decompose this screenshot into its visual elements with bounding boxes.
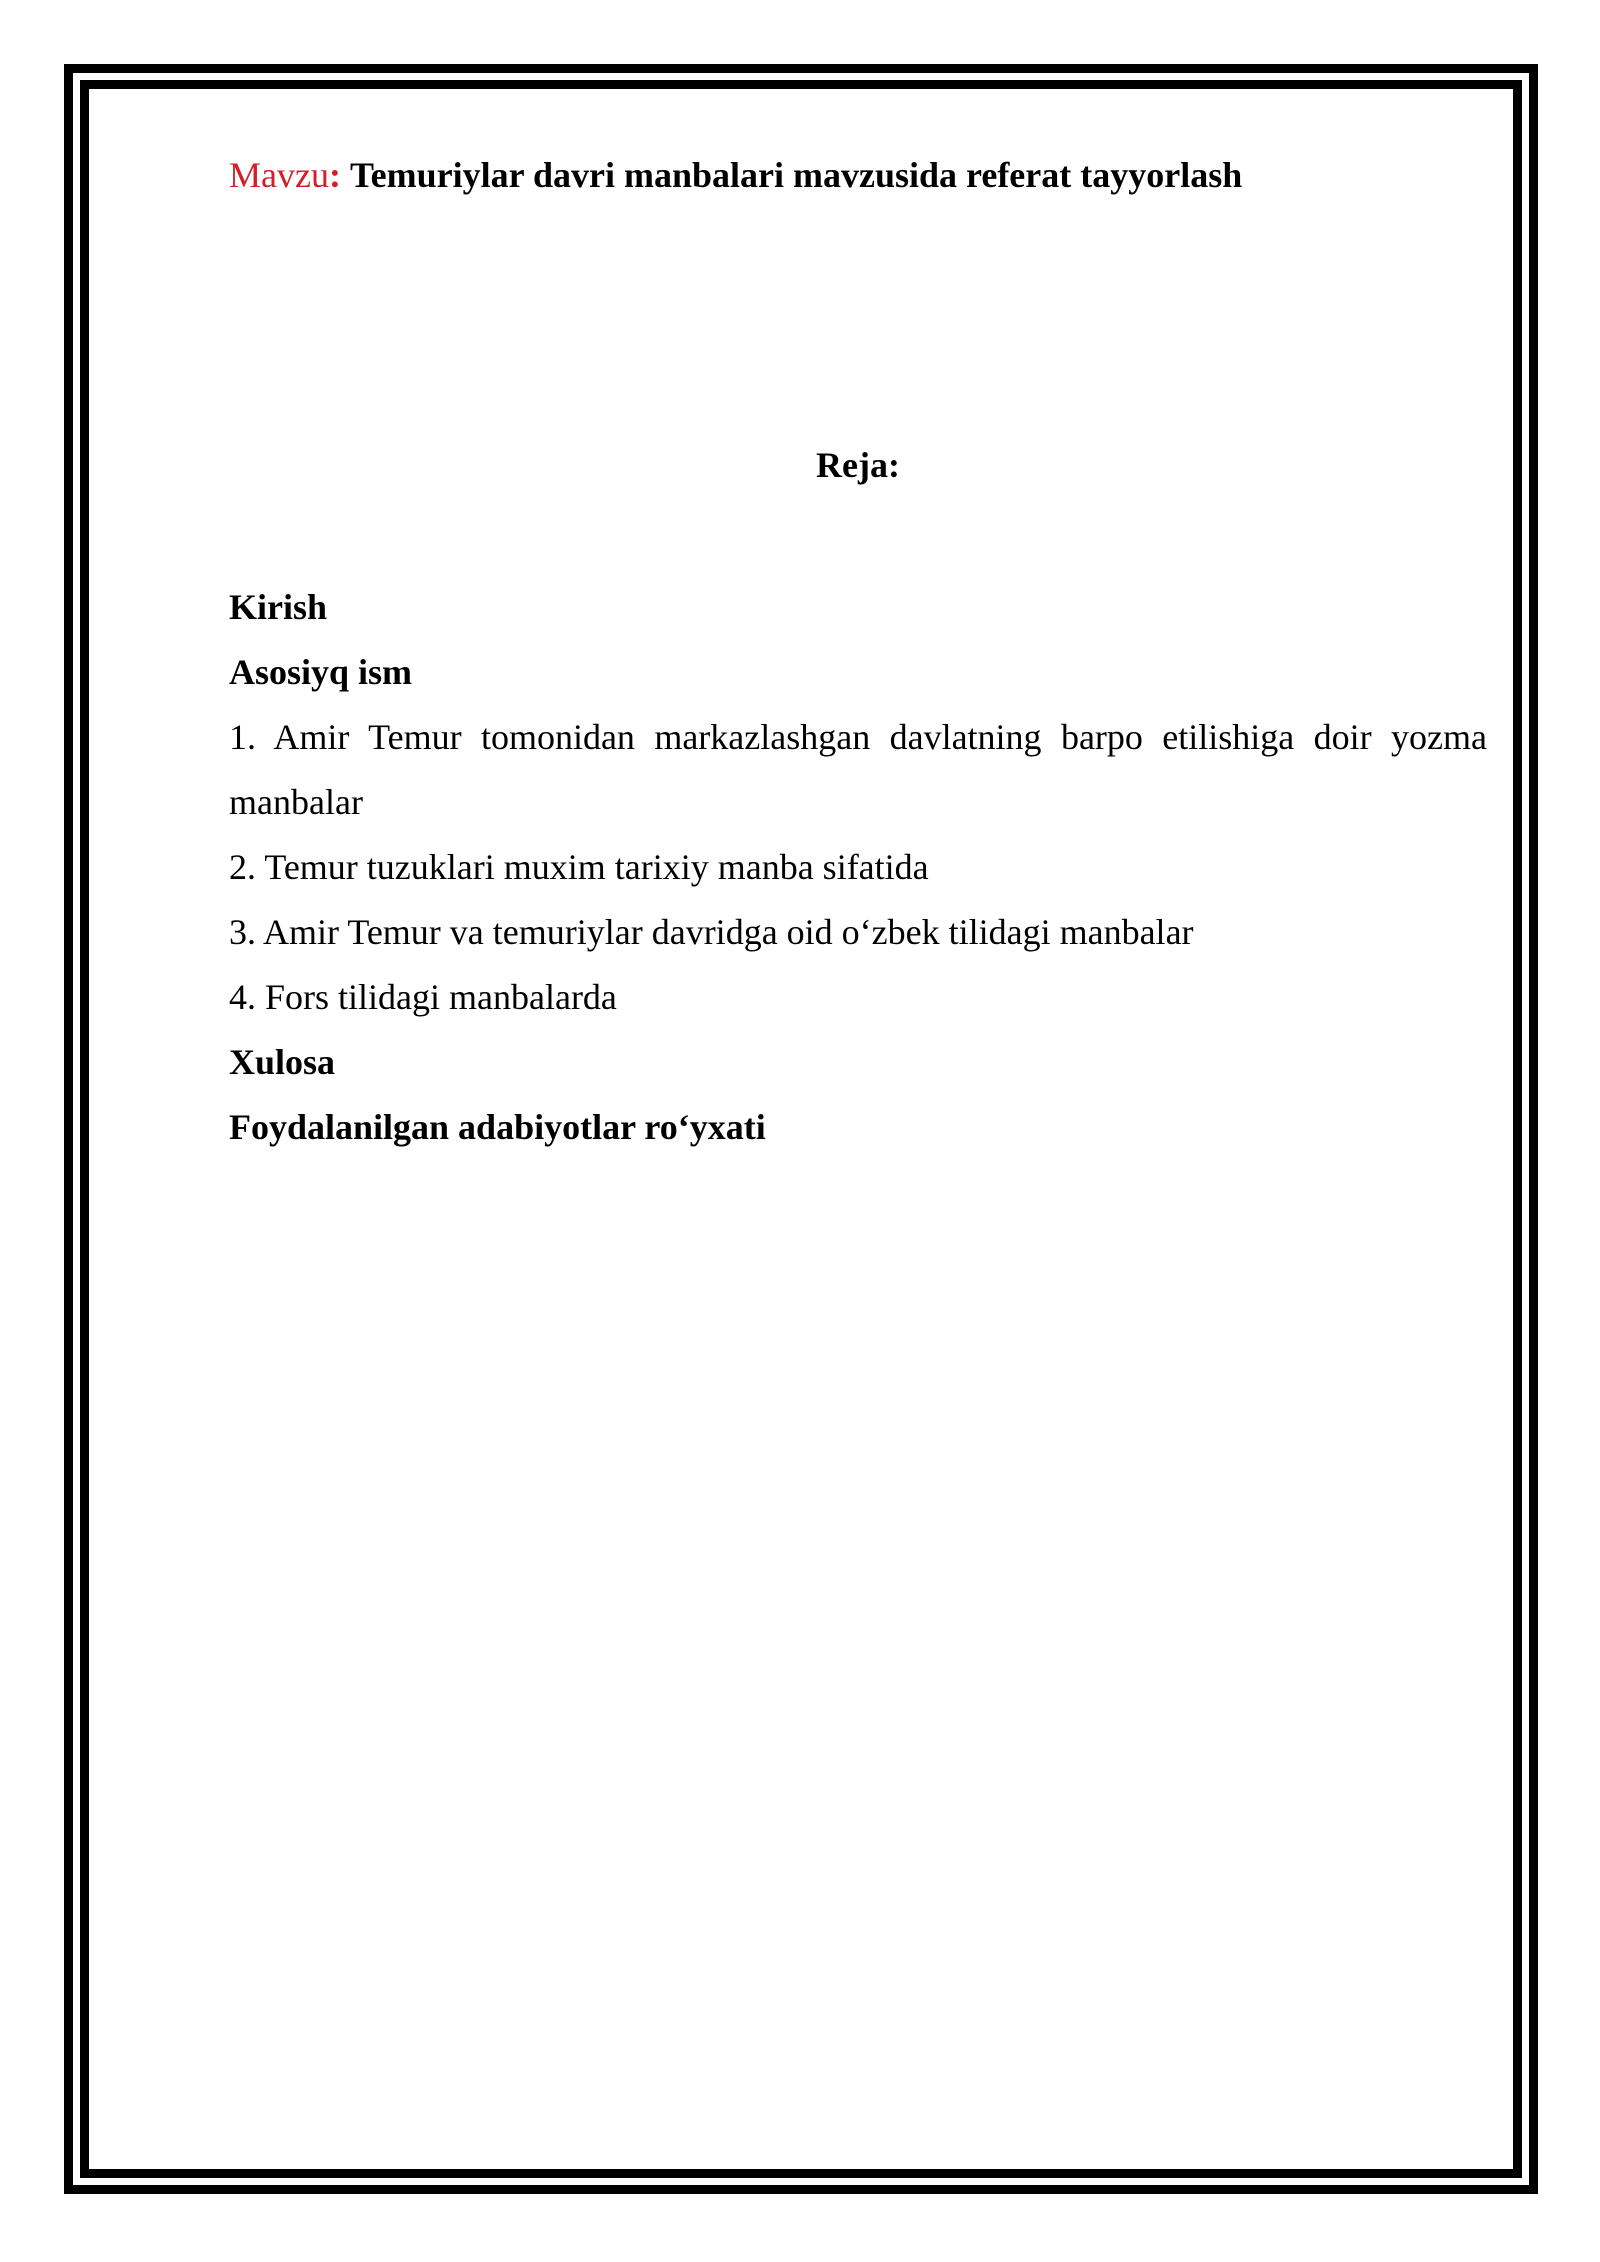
plan-list <box>229 575 1487 1160</box>
plan-item: 2. Temur tuzuklari muxim tarixiy manba sifatida <box>229 847 929 887</box>
plan-item: 3. Amir Temur va temuriylar davridga oid o‘zbek tilidagi manbalar <box>229 912 1194 952</box>
plan-main-section: Asosiyq ism <box>229 652 413 692</box>
plan-conclusion: Xulosa <box>229 1042 336 1082</box>
document-title <box>229 150 1487 200</box>
title-separator: : <box>328 155 341 195</box>
title-label: Mavzu <box>229 155 329 195</box>
plan-intro: Kirish <box>229 587 328 627</box>
plan-references: Foydalanilgan adabiyotlar ro‘yxati <box>229 1107 766 1147</box>
plan-item: 1. Amir Temur tomonidan markazlashgan davlatning barpo etilishiga doir yozma manbalar <box>229 717 1487 822</box>
plan-item: 4. Fors tilidagi manbalarda <box>229 977 617 1017</box>
plan-heading: Reja: <box>816 445 900 485</box>
title-topic: Temuriylar davri manbalari mavzusida referat tayyorlash <box>349 155 1243 195</box>
